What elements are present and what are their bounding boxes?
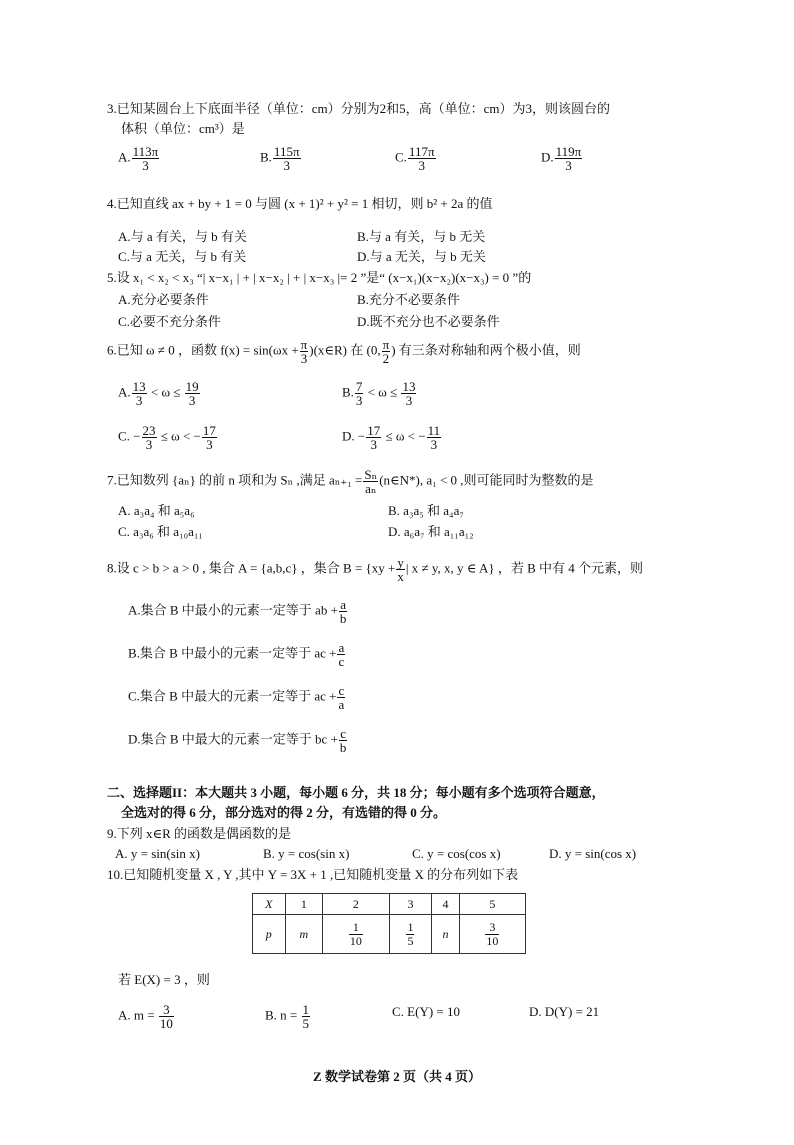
q6-b-d2: 3 — [405, 393, 413, 408]
q6-d-n2: 11 — [427, 423, 441, 438]
q4-option-a: A.与 a 有关，与 b 有关 — [118, 229, 247, 244]
q6-a-n2: 19 — [185, 379, 199, 394]
table-cell: 5 — [459, 894, 525, 915]
q7-option-b: B. a₃a₅ 和 a₄a₇ — [388, 503, 464, 518]
q6-a-d2: 3 — [188, 393, 196, 408]
table-cell — [323, 915, 389, 954]
q10-condition: 若 E(X) = 3 ，则 — [118, 972, 210, 987]
table-cell — [285, 915, 323, 954]
q6-option-c — [118, 424, 218, 451]
table-cell: 4 — [432, 894, 459, 915]
table-cell: 3 — [389, 894, 432, 915]
q6-d-d1: 3 — [370, 437, 377, 452]
q3-b-num: 115π — [273, 144, 300, 159]
q6-a-mid: < ω ≤ — [150, 384, 181, 400]
table-cell: 1 — [285, 894, 323, 915]
table-cell — [253, 915, 286, 954]
q8-d-text: D.集合 B 中最大的元素一定等于 bc + — [128, 731, 338, 747]
q8-y: y — [397, 555, 404, 570]
p3-num: 1 — [407, 919, 414, 934]
q10-b-num: 1 — [302, 1002, 310, 1017]
m-value: m — [299, 926, 309, 941]
q5-stem: 5.设 x₁ < x₂ < x₃ “| x−x₁ | + | x−x₂ | + | x−x₃ |= 2 ”是“ (x−x₁)(x−x₂)(x−x₃) = 0 ”的 — [107, 270, 532, 285]
q6-a-label: A. — [118, 384, 131, 400]
q6-a-n1: 13 — [132, 379, 146, 394]
q10-a-num: 3 — [159, 1003, 174, 1017]
p3-den: 5 — [407, 933, 414, 948]
q3-a-num: 113π — [132, 144, 159, 159]
q10-option-b — [265, 1003, 311, 1030]
section2-heading: 二、选择题II：本大题共 3 小题，每小题 6 分，共 18 分；每小题有多个选项符合题意， — [107, 785, 605, 800]
q5-option-d: D.既不充分也不必要条件 — [357, 314, 500, 329]
q6-two: 2 — [382, 351, 390, 366]
p2-den: 10 — [349, 933, 362, 948]
q6-d-n1: 17 — [367, 423, 381, 438]
q6-c-mid: ≤ ω < − — [160, 428, 201, 444]
q8-a-den: b — [339, 611, 347, 626]
q10-b-label: B. n = — [265, 1007, 298, 1023]
x-header: X — [265, 896, 273, 911]
q7-num: Sₙ — [364, 467, 378, 482]
q6-option-a — [118, 380, 201, 407]
q10-a-den: 10 — [159, 1016, 173, 1031]
q6-stem-b: )(x∈R) 在 (0, — [309, 342, 381, 358]
q8-stem-b: | x ≠ y, x, y ∈ A} ，若 B 中有 4 个元素，则 — [405, 560, 643, 576]
table-row-x — [253, 894, 526, 915]
q7-stem — [107, 468, 594, 495]
q8-option-a — [128, 598, 348, 625]
q6-b-n1: 7 — [355, 379, 363, 394]
table-cell: 2 — [323, 894, 389, 915]
q8-d-num: c — [340, 726, 347, 741]
q7-option-a: A. a₃a₄ 和 a₅a₆ — [118, 503, 195, 518]
q7-stem-a: 7.已知数列 {aₙ} 的前 n 项和为 Sₙ ,满足 aₙ₊₁ = — [107, 472, 363, 488]
q3-c-num: 117π — [408, 144, 435, 159]
q6-c-n2: 17 — [202, 423, 216, 438]
table-cell — [459, 915, 525, 954]
q3-a-den: 3 — [142, 158, 149, 173]
q8-a-num: a — [340, 597, 347, 612]
q6-option-b — [342, 380, 417, 407]
q9-stem: 9.下列 x∈R 的函数是偶函数的是 — [107, 826, 292, 841]
q4-stem: 4.已知直线 ax + by + 1 = 0 与圆 (x + 1)² + y² = 1 相切，则 b² + 2a 的值 — [107, 196, 493, 211]
q3-d-num: 119π — [555, 144, 582, 159]
q6-three: 3 — [300, 351, 308, 366]
q6-stem — [107, 338, 581, 365]
q6-option-d — [342, 424, 442, 451]
q6-c-n1: 23 — [142, 423, 156, 438]
q7-stem-b: (n∈N*), a₁ < 0 ,则可能同时为整数的是 — [379, 472, 594, 488]
table-row-p — [253, 915, 526, 954]
q5-option-a: A.充分必要条件 — [118, 292, 209, 307]
q3-c-den: 3 — [418, 158, 425, 173]
q5-option-c: C.必要不充分条件 — [118, 314, 221, 329]
q6-stem-a: 6.已知 ω ≠ 0 ，函数 f(x) = sin(ωx + — [107, 342, 299, 358]
q10-b-den: 5 — [302, 1016, 310, 1031]
q8-c-den: a — [338, 697, 345, 712]
q8-b-text: B.集合 B 中最小的元素一定等于 ac + — [128, 645, 337, 661]
q3-d-den: 3 — [565, 158, 572, 173]
q3-option-d: D. $\frac{119\pi}{3}$ — [541, 144, 582, 173]
q10-a-label: A. m = — [118, 1007, 155, 1023]
q9-option-c: C. y = cos(cos x) — [412, 846, 501, 861]
q10-option-c: C. E(Y) = 10 — [392, 1004, 460, 1019]
q8-option-c — [128, 684, 346, 711]
q7-option-d: D. a₆a₇ 和 a₁₁a₁₂ — [388, 524, 474, 539]
q8-d-den: b — [339, 740, 347, 755]
page-footer: Z 数学试卷第 2 页（共 4 页） — [313, 1069, 481, 1084]
q4-option-c: C.与 a 无关，与 b 有关 — [118, 249, 247, 264]
q6-d-d2: 3 — [430, 437, 438, 452]
q9-option-d: D. y = sin(cos x) — [549, 846, 637, 861]
table-cell — [432, 915, 459, 954]
section2-instructions: 全选对的得 6 分，部分选对的得 2 分，有选错的得 0 分。 — [121, 805, 447, 820]
q8-stem-a: 8.设 c > b > a > 0 , 集合 A = {a,b,c} ，集合 B = {xy + — [107, 560, 396, 576]
q7-option-c: C. a₃a₆ 和 a₁₀a₁₁ — [118, 524, 203, 539]
table-cell — [253, 894, 286, 915]
q6-b-mid: < ω ≤ — [367, 384, 398, 400]
q5-option-b: B.充分不必要条件 — [357, 292, 460, 307]
q3-stem: 3.已知某圆台上下底面半径（单位：cm）分别为2和5，高（单位：cm）为3，则该圆台的 — [107, 101, 611, 116]
q10-option-a — [118, 1003, 175, 1030]
q4-option-b: B.与 a 有关，与 b 无关 — [357, 229, 486, 244]
q8-b-den: c — [338, 654, 345, 669]
q8-c-num: c — [338, 683, 345, 698]
q8-option-b — [128, 641, 346, 668]
q6-pi-2: π — [382, 337, 390, 352]
q8-option-d — [128, 727, 348, 754]
q8-x: x — [397, 569, 404, 584]
q3-option-c: C. $\frac{117\pi}{3}$ — [395, 144, 435, 173]
q6-c-d2: 3 — [206, 437, 213, 452]
p5-den: 10 — [486, 933, 499, 948]
q3-stem-line2: 体积（单位：cm³）是 — [121, 121, 245, 136]
q3-option-a: A. $\frac{113\pi}{3}$ — [118, 144, 159, 173]
p5-num: 3 — [485, 921, 499, 935]
q4-option-d: D.与 a 无关，与 b 无关 — [357, 249, 486, 264]
q6-b-n2: 13 — [402, 379, 416, 394]
q6-b-d1: 3 — [355, 393, 363, 408]
p2-num: 1 — [349, 921, 363, 935]
q6-stem-c: ) 有三条对称轴和两个极小值，则 — [391, 342, 581, 358]
q6-a-d1: 3 — [135, 393, 143, 408]
table-cell — [389, 915, 432, 954]
q6-c-label: C. − — [118, 428, 141, 444]
q9-option-b: B. y = cos(sin x) — [263, 846, 350, 861]
q8-c-text: C.集合 B 中最大的元素一定等于 ac + — [128, 688, 337, 704]
q10-stem: 10.已知随机变量 X , Y ,其中 Y = 3X + 1 ,已知随机变量 X 的分布列如下表 — [107, 867, 519, 882]
q8-b-num: a — [338, 640, 345, 655]
q9-option-a: A. y = sin(sin x) — [115, 846, 200, 861]
q8-a-text: A.集合 B 中最小的元素一定等于 ab + — [128, 602, 338, 618]
p-header: p — [265, 926, 272, 941]
q6-d-label: D. − — [342, 428, 366, 444]
q6-b-label: B. — [342, 384, 354, 400]
q6-d-mid: ≤ ω < − — [385, 428, 426, 444]
q3-option-b: B. $\frac{115\pi}{3}$ — [260, 144, 300, 173]
distribution-table — [252, 893, 526, 954]
q10-option-d: D. D(Y) = 21 — [529, 1004, 600, 1019]
n-value: n — [442, 926, 449, 941]
q3-b-den: 3 — [283, 158, 290, 173]
q6-pi-1: π — [300, 337, 308, 352]
q7-den: aₙ — [365, 481, 377, 496]
q6-c-d1: 3 — [145, 437, 153, 452]
q8-stem — [107, 556, 643, 583]
